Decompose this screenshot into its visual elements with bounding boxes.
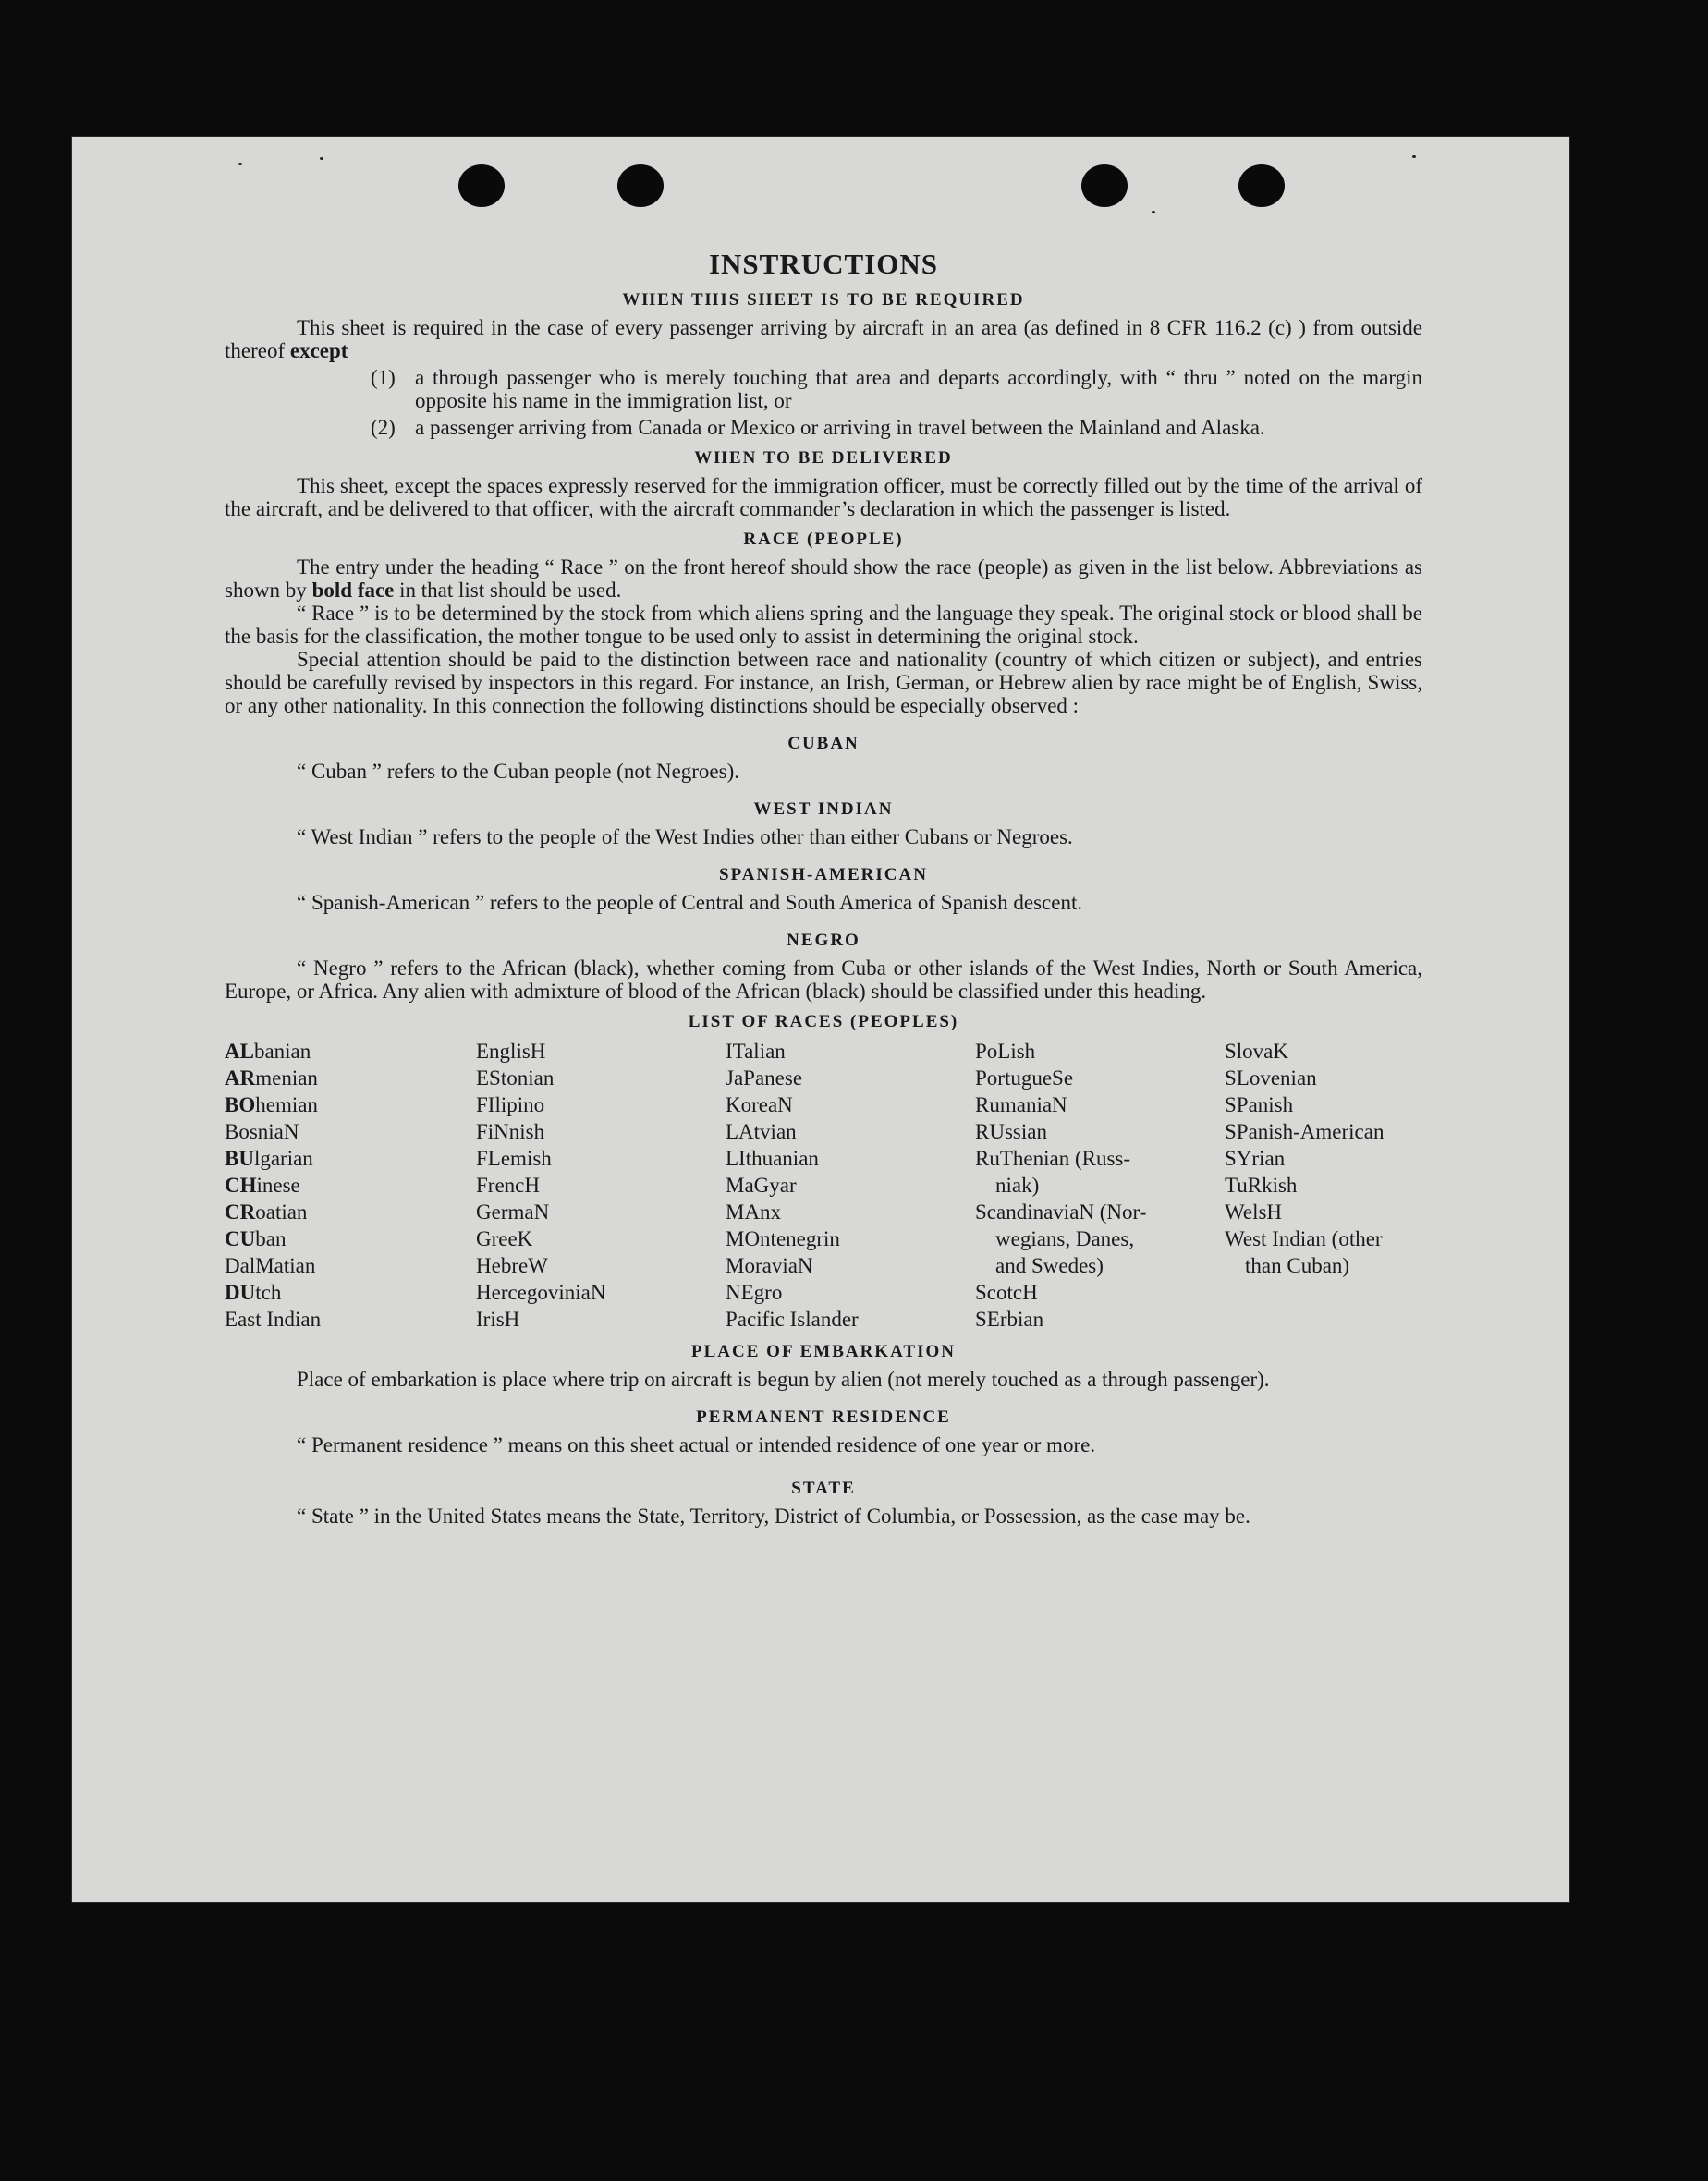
heading-west-indian: WEST INDIAN	[753, 799, 894, 819]
races-column-5	[1225, 1038, 1422, 1333]
race-item: FiNnish	[476, 1120, 545, 1143]
speck	[1412, 155, 1416, 158]
race-item: Pacific Islander	[726, 1308, 859, 1331]
punch-hole	[458, 164, 505, 207]
heading-list-of-races: LIST OF RACES (PEOPLES)	[688, 1012, 959, 1031]
speck	[320, 157, 323, 160]
when-delivered-text: This sheet, except the spaces expressly reserved for the immigration officer, must be correctly filled out by the time of the arrival of the aircraft, and be delivered to that officer, with the aircraft commander’s declaration in which the passenger is listed.	[225, 474, 1422, 520]
page-title: INSTRUCTIONS	[708, 248, 938, 280]
spanish-american-text: “ Spanish-American ” refers to the people of Central and South America of Spanish descent.	[297, 891, 1083, 914]
race-item: MAnx	[726, 1200, 782, 1224]
race-item: BUlgarian	[225, 1147, 313, 1170]
race-item: DalMatian	[225, 1254, 316, 1277]
race-item: wegians, Danes,	[995, 1227, 1135, 1250]
race-item: HebreW	[476, 1254, 548, 1277]
race-item: East Indian	[225, 1308, 322, 1331]
punch-hole	[617, 164, 664, 207]
race-item: PoLish	[975, 1040, 1036, 1063]
state-text: “ State ” in the United States means the State, Territory, District of Columbia, or Possession, as the case may be.	[297, 1505, 1250, 1528]
races-column-4	[975, 1038, 1225, 1333]
negro-text: “ Negro ” refers to the African (black), whether coming from Cuba or other islands of the West Indies, North or South America, Europe, or Africa. Any alien with admixture of blood of the African (black) should be classified under this heading.	[225, 956, 1422, 1003]
race-item: than Cuban)	[1245, 1254, 1350, 1277]
race-item: CUban	[225, 1227, 287, 1250]
race-item: DUtch	[225, 1281, 282, 1304]
race-item: CRoatian	[225, 1200, 308, 1224]
race-item: JaPanese	[726, 1066, 803, 1090]
west-indian-text: “ West Indian ” refers to the people of the West Indies other than either Cubans or Negroes.	[297, 825, 1073, 848]
race-item: KoreaN	[726, 1093, 793, 1116]
races-column-2	[476, 1038, 726, 1333]
race-item: ScandinaviaN (Nor-	[975, 1200, 1147, 1224]
race-item: RuThenian (Russ-	[975, 1147, 1131, 1170]
race-item: GermaN	[476, 1200, 550, 1224]
race-item: GreeK	[476, 1227, 533, 1250]
races-list	[225, 1038, 1422, 1333]
heading-state: STATE	[791, 1479, 856, 1498]
list-item: (1) a through passenger who is merely touching that area and departs accordingly, with “ thru ” noted on the margin opposite his name in the immigration list, or	[371, 366, 1422, 412]
race-item: CHinese	[225, 1174, 300, 1197]
race-item: SPanish-American	[1225, 1120, 1385, 1143]
race-item: ITalian	[726, 1040, 786, 1063]
race-item: BOhemian	[225, 1093, 318, 1116]
race-item: ALbanian	[225, 1040, 311, 1063]
heading-cuban: CUBAN	[787, 734, 860, 753]
race-item: MOntenegrin	[726, 1227, 840, 1250]
race-item: EnglisH	[476, 1040, 546, 1063]
race-item: EStonian	[476, 1066, 555, 1090]
race-item: niak)	[995, 1174, 1040, 1197]
heading-negro: NEGRO	[787, 931, 860, 950]
race-item: RumaniaN	[975, 1093, 1068, 1116]
punch-hole	[1081, 164, 1128, 207]
race-item: SLovenian	[1225, 1066, 1317, 1090]
races-column-1	[225, 1038, 476, 1333]
race-item: BosniaN	[225, 1120, 299, 1143]
race-item: HercegoviniaN	[476, 1281, 606, 1304]
document-page	[72, 137, 1569, 1902]
races-column-3	[726, 1038, 975, 1333]
race-item: FIlipino	[476, 1093, 545, 1116]
cuban-text: “ Cuban ” refers to the Cuban people (not Negroes).	[297, 760, 740, 783]
race-item: SPanish	[1225, 1093, 1294, 1116]
race-item: WelsH	[1225, 1200, 1283, 1224]
heading-when-delivered: WHEN TO BE DELIVERED	[694, 448, 953, 468]
residence-text: “ Permanent residence ” means on this sheet actual or intended residence of one year or more.	[297, 1433, 1096, 1456]
punch-hole	[1238, 164, 1285, 207]
race-item: ARmenian	[225, 1066, 318, 1090]
when-required-intro: This sheet is required in the case of every passenger arriving by aircraft in an area (as defined in 8 CFR 116.2 (c) ) from outside thereof except	[225, 316, 1422, 362]
race-item: TuRkish	[1225, 1174, 1298, 1197]
race-item: MoraviaN	[726, 1254, 813, 1277]
heading-race: RACE (PEOPLE)	[743, 530, 904, 549]
race-item: LAtvian	[726, 1120, 797, 1143]
race-item: West Indian (other	[1225, 1227, 1383, 1250]
race-item: FrencH	[476, 1174, 540, 1197]
heading-spanish-american: SPANISH-AMERICAN	[719, 865, 928, 884]
race-paragraph-3: Special attention should be paid to the distinction between race and nationality (country of which citizen or subject), and entries should be carefully revised by inspectors in this regard. For instance, an Irish, German, or Hebrew alien by race might be of English, Swiss, or any other nationality. In this connection the following distinctions should be especially observed :	[225, 648, 1422, 717]
heading-residence: PERMANENT RESIDENCE	[696, 1407, 951, 1427]
heading-when-required: WHEN THIS SHEET IS TO BE REQUIRED	[622, 290, 1025, 310]
list-item: (2) a passenger arriving from Canada or Mexico or arriving in travel between the Mainland and Alaska.	[371, 416, 1265, 439]
speck	[1152, 211, 1155, 213]
race-item: SlovaK	[1225, 1040, 1288, 1063]
race-item: RUssian	[975, 1120, 1047, 1143]
instructions-content	[225, 248, 1422, 1528]
race-item: SErbian	[975, 1308, 1044, 1331]
race-item: and Swedes)	[995, 1254, 1104, 1277]
race-item: IrisH	[476, 1308, 520, 1331]
race-item: PortugueSe	[975, 1066, 1074, 1090]
race-item: NEgro	[726, 1281, 783, 1304]
embarkation-text: Place of embarkation is place where trip on aircraft is begun by alien (not merely touched as a through passenger).	[297, 1368, 1270, 1391]
race-item: ScotcH	[975, 1281, 1038, 1304]
heading-embarkation: PLACE OF EMBARKATION	[691, 1342, 956, 1361]
race-item: FLemish	[476, 1147, 552, 1170]
race-paragraph-2: “ Race ” is to be determined by the stock from which aliens spring and the language they speak. The original stock or blood shall be the basis for the classification, the mother tongue to be used only to assist in determining the original stock.	[225, 602, 1422, 648]
race-item: LIthuanian	[726, 1147, 819, 1170]
speck	[238, 163, 242, 165]
race-paragraph-1: The entry under the heading “ Race ” on the front hereof should show the race (people) as given in the list below. Abbreviations as shown by bold face in that list should be used.	[225, 555, 1422, 602]
race-item: MaGyar	[726, 1174, 797, 1197]
race-item: SYrian	[1225, 1147, 1286, 1170]
